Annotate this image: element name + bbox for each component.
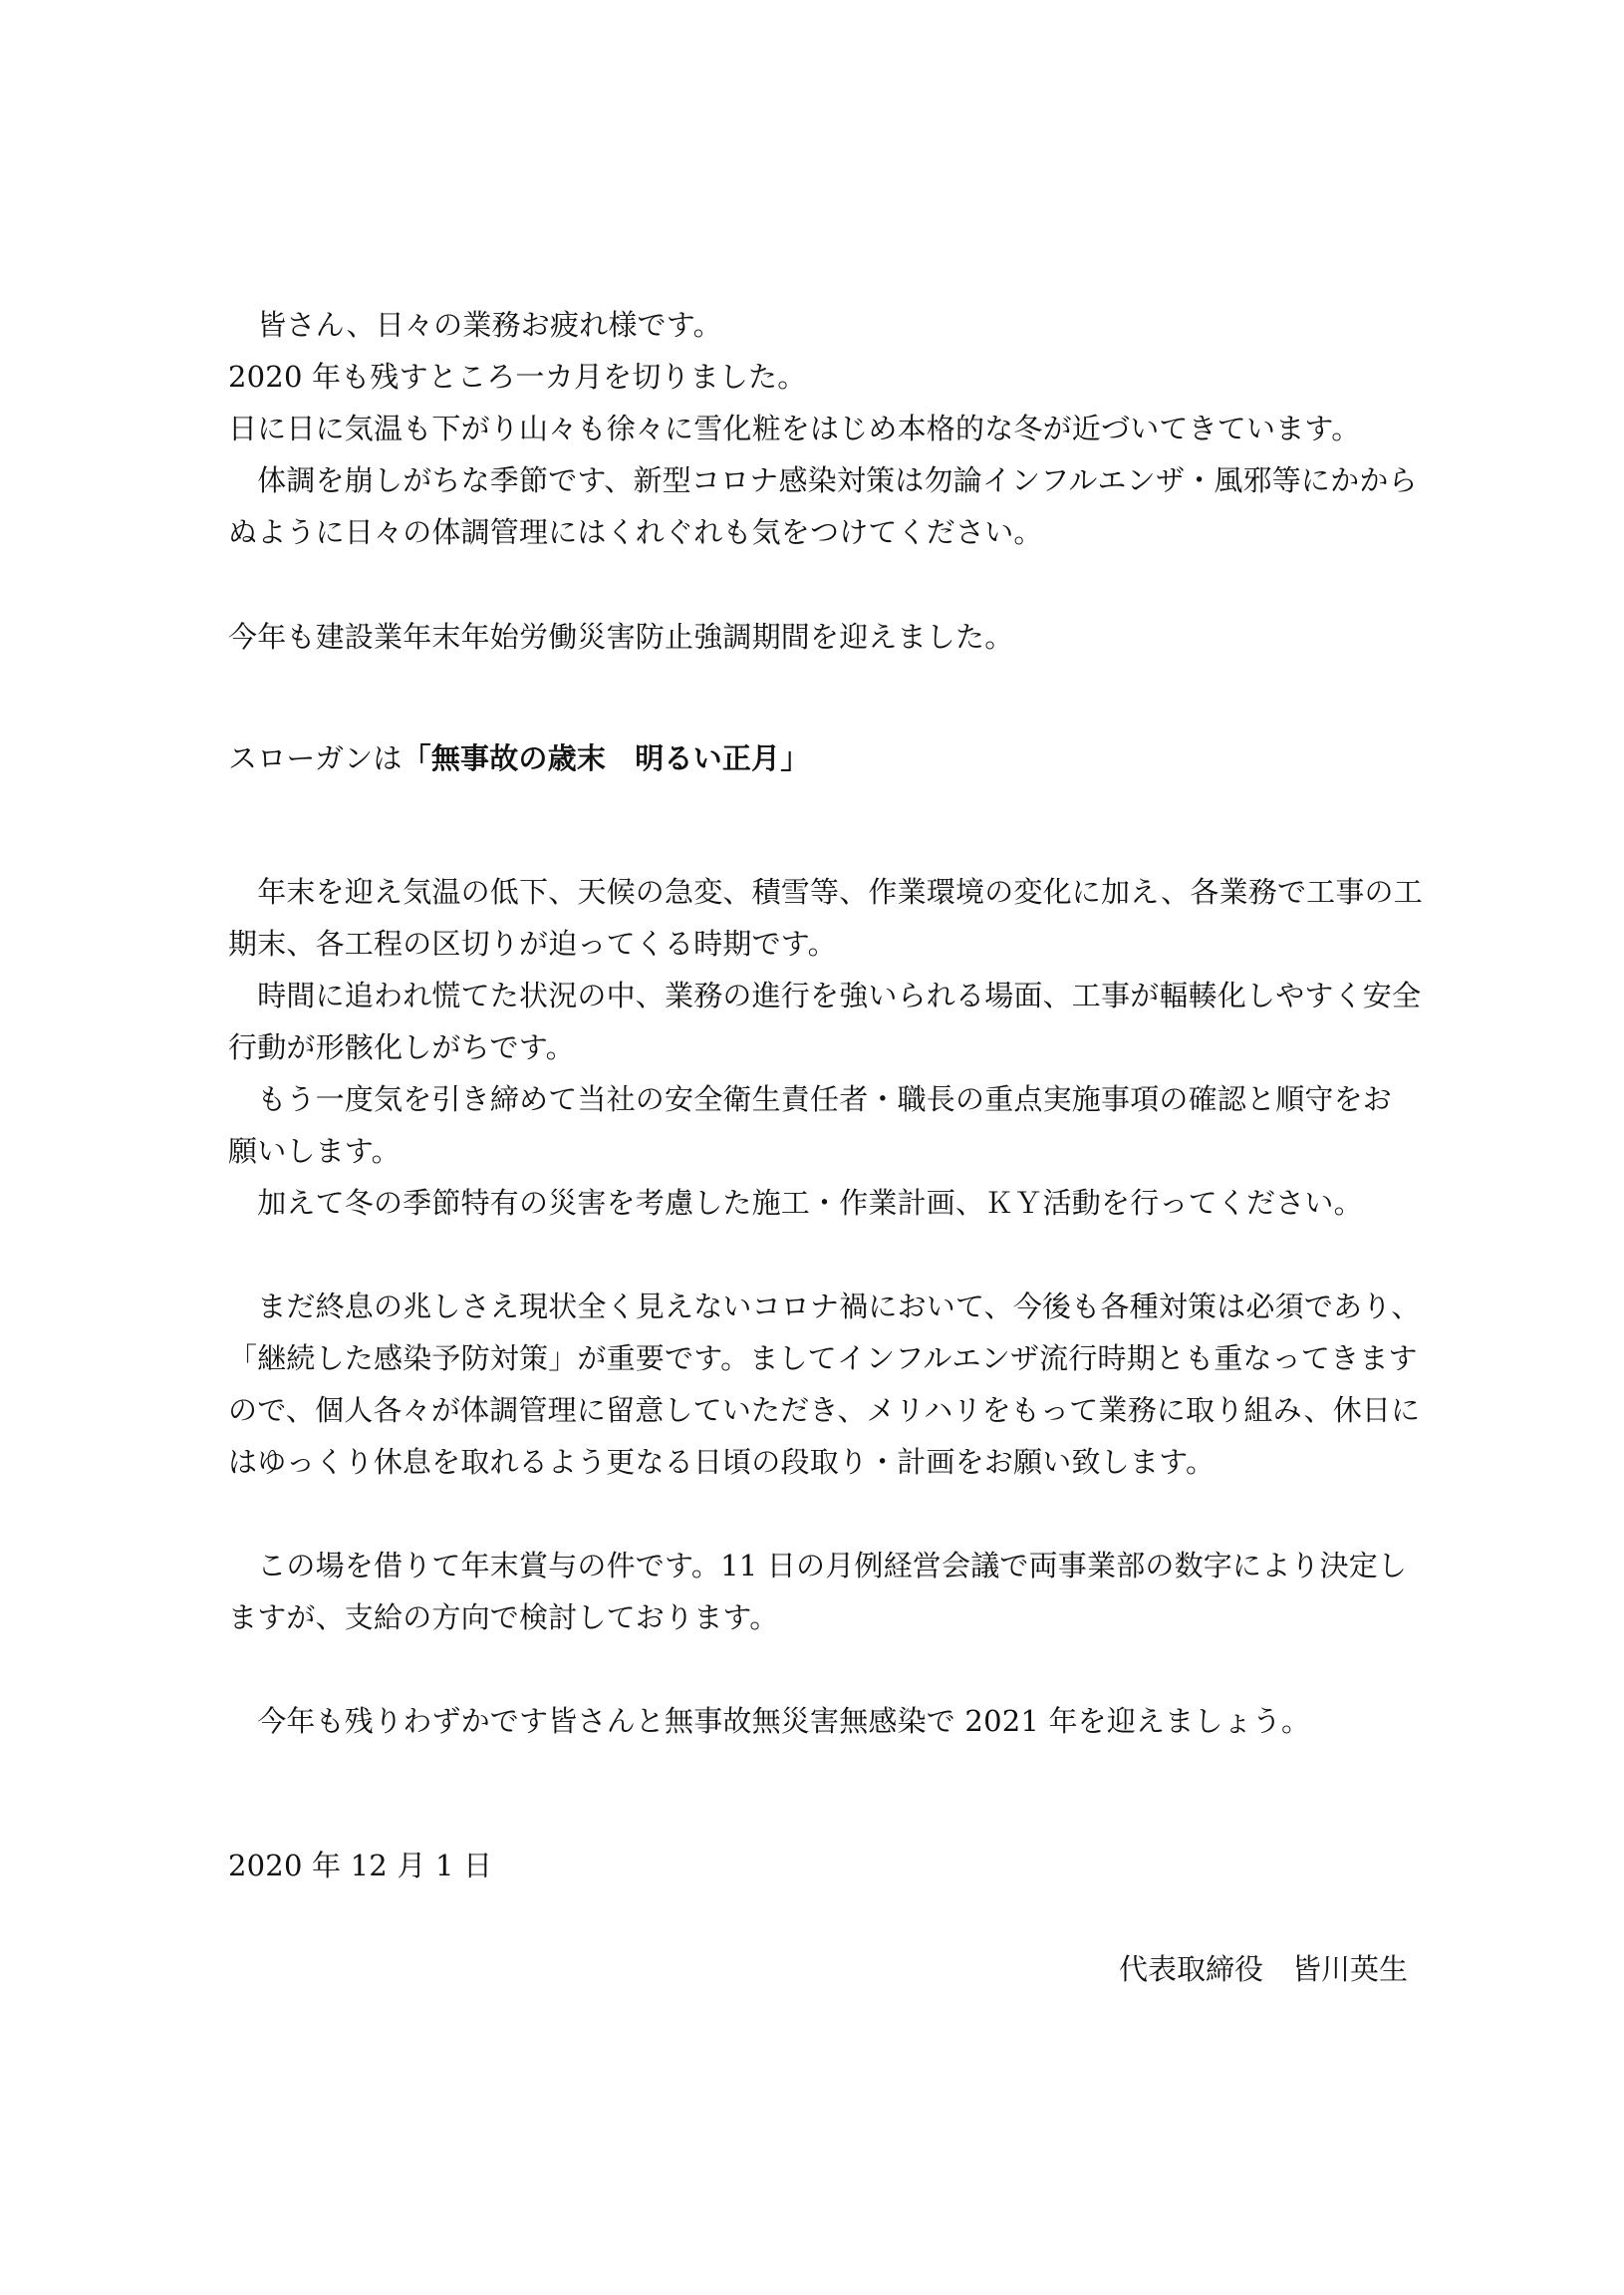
para1-line-4: 行動が形骸化しがちです。 xyxy=(228,1030,575,1064)
para2-line-4: はゆっくり休息を取れるよう更なる日頃の段取り・計画をお願い致します。 xyxy=(228,1445,1216,1479)
intro-line-1: 皆さん、日々の業務お疲れ様です。 xyxy=(228,308,722,342)
para1-line-5: もう一度気を引き締めて当社の安全衛生責任者・職長の重点実施事項の確認と順守をお xyxy=(228,1082,1393,1116)
slogan-emphasis: 「無事故の歳末 明るい正月」 xyxy=(402,741,810,775)
para2-line-3: ので、個人各々が体調管理に留意していただき、メリハリをもって業務に取り組み、休日に xyxy=(228,1393,1421,1427)
intro-line-4: 体調を崩しがちな季節です、新型コロナ感染対策は勿論インフルエンザ・風邪等にかから xyxy=(228,463,1418,497)
slogan-prefix: スローガンは xyxy=(228,741,403,775)
para1-line-2: 期末、各工程の区切りが迫ってくる時期です。 xyxy=(228,927,837,961)
para2-line-1: まだ終息の兆しさえ現状全く見えないコロナ禍において、今後も各種対策は必須であり、 xyxy=(228,1290,1421,1323)
para1-line-3: 時間に追われ慌てた状況の中、業務の進行を強いられる場面、工事が輻輳化しやすく安全 xyxy=(228,979,1422,1012)
para1-line-1: 年末を迎え気温の低下、天候の急変、積雪等、作業環境の変化に加え、各業務で工事の工 xyxy=(228,875,1423,909)
para3-line-2: ますが、支給の方向で検討しております。 xyxy=(228,1600,779,1634)
campaign-line: 今年も建設業年末年始労働災害防止強調期間を迎えました。 xyxy=(228,620,1014,654)
para2-line-2: 「継続した感染予防対策」が重要です。ましてインフルエンザ流行時期とも重なってきます xyxy=(228,1341,1418,1375)
letter-date: 2020 年 12 月 1 日 xyxy=(228,1849,493,1882)
closing-line: 今年も残りわずかです皆さんと無事故無災害無感染で 2021 年を迎えましょう。 xyxy=(228,1704,1311,1738)
para3-line-1: この場を借りて年末賞与の件です。11 日の月例経営会議で両事業部の数字により決定し xyxy=(228,1549,1408,1582)
intro-line-5: ぬように日々の体調管理にはくれぐれも気をつけてください。 xyxy=(228,515,1043,549)
signature: 代表取締役 皆川英生 xyxy=(1118,1952,1408,1986)
para1-line-6: 願いします。 xyxy=(228,1134,401,1168)
slogan-line xyxy=(0,739,1624,777)
para1-line-7: 加えて冬の季節特有の災害を考慮した施工・作業計画、ＫＹ活動を行ってください。 xyxy=(228,1186,1363,1220)
intro-line-3: 日に日に気温も下がり山々も徐々に雪化粧をはじめ本格的な冬が近づいてきています。 xyxy=(228,412,1361,445)
intro-line-2: 2020 年も残すところ一カ月を切りました。 xyxy=(228,360,807,394)
